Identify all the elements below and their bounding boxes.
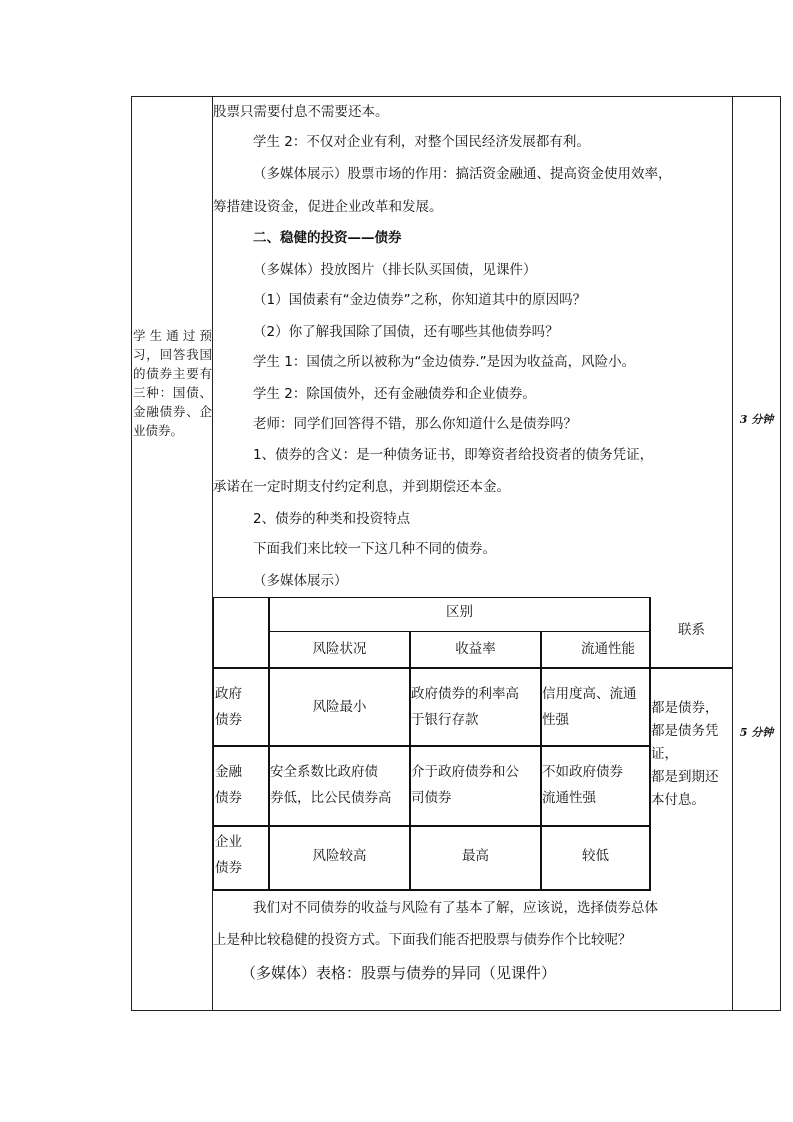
text-line: 2、债券的种类和投资特点 [253,511,411,527]
teaching-content-column [213,97,732,1010]
header-difference: 区别 [446,604,473,620]
relation-text [651,697,732,812]
cell-yield [411,681,519,733]
section-heading: 二、稳健的投资——债券 [253,230,402,246]
row-name-part: 债券 [215,860,242,876]
bond-comparison-table [213,597,732,891]
row-name-part: 政府 [215,686,242,702]
text-line: （多媒体展示） [253,573,348,589]
text-line: 上是种比较稳健的投资方式。下面我们能否把股票与债券作个比较呢？ [213,932,632,948]
cell-risk: 风险较高 [312,848,367,864]
cell-line: 不如政府债券 [542,764,623,780]
cell-risk [270,759,409,811]
relation-line: 都是债务凭 [651,723,719,739]
cell-yield [411,759,519,811]
text-line: 老师：同学们回答得不错，那么你知道什么是债券吗？ [253,416,577,432]
cell-line: 券低，比公民债券高 [270,790,392,806]
row-name-part: 企业 [215,834,242,850]
lesson-plan-table [131,96,781,1011]
cell-line: 安全系数比政府债 [270,764,378,780]
cell-line: 司债券 [411,790,452,806]
student-activity-note: 学生通过预习，回答我国的债券主要有三种：国债、金融债券、企业债券。 [133,328,212,438]
row-name-corporate [215,829,242,881]
row-name-part: 金融 [215,764,242,780]
row-name-government [215,681,242,733]
text-line: 下面我们来比较一下这几种不同的债券。 [253,541,496,557]
relation-line: 本付息。 [651,792,705,808]
text-line: 承诺在一定时期支付约定利息，并到期偿还本金。 [213,479,510,495]
header-risk: 风险状况 [312,641,367,657]
time-column [733,97,780,1010]
cell-line: 信用度高、流通 [542,686,637,702]
text-line: （多媒体）表格：股票与债券的异同（见课件） [241,964,557,982]
text-line: （多媒体展示）股票市场的作用：搞活资金融通、提高资金使用效率， [253,166,672,182]
text-line: 股票只需要付息不需要还本。 [213,104,389,120]
text-line: （多媒体）投放图片（排长队买国债，见课件） [253,262,537,278]
text-line: 筹措建设资金，促进企业改革和发展。 [213,199,443,215]
text-line: 学生 2：除国债外，还有金融债券和企业债券。 [253,386,536,402]
row-name-part: 债券 [215,790,242,806]
cell-liquidity [542,759,623,811]
question-1: （1）国债素有“金边债券”之称，你知道其中的原因吗？ [253,292,587,308]
time-label-2: 5 分钟 [739,726,774,739]
row-name-part: 债券 [215,712,242,728]
question-2: （2）你了解我国除了国债，还有哪些其他债券吗？ [253,324,559,340]
header-relation: 联系 [678,622,705,638]
text-line: 1、债券的含义：是一种债务证书，即筹资者给投资者的债务凭证， [253,447,654,463]
text-line: 我们对不同债券的收益与风险有了基本了解，应该说，选择债券总体 [253,900,658,916]
cell-risk: 风险最小 [312,699,367,715]
cell-liquidity [542,681,637,733]
cell-line: 政府债券的利率高 [411,686,519,702]
cell-line: 介于政府债券和公 [411,764,519,780]
header-yield: 收益率 [455,641,496,657]
cell-line: 于银行存款 [411,712,479,728]
cell-line: 流通性强 [542,790,596,806]
student-activity-column [132,97,212,1010]
text-line: 学生 1：国债之所以被称为“金边债券.”是因为收益高，风险小。 [253,354,636,370]
time-label-1: 3 分钟 [739,413,774,426]
text-line: 学生 2：不仅对企业有利，对整个国民经济发展都有利。 [253,134,590,150]
relation-line: 证， [651,746,678,762]
header-liquidity: 流通性能 [581,641,635,657]
cell-yield: 最高 [462,848,489,864]
relation-line: 都是债券， [651,700,719,716]
cell-line: 性强 [542,712,569,728]
row-name-financial [215,759,242,811]
relation-line: 都是到期还 [651,769,719,785]
cell-liquidity: 较低 [582,848,609,864]
